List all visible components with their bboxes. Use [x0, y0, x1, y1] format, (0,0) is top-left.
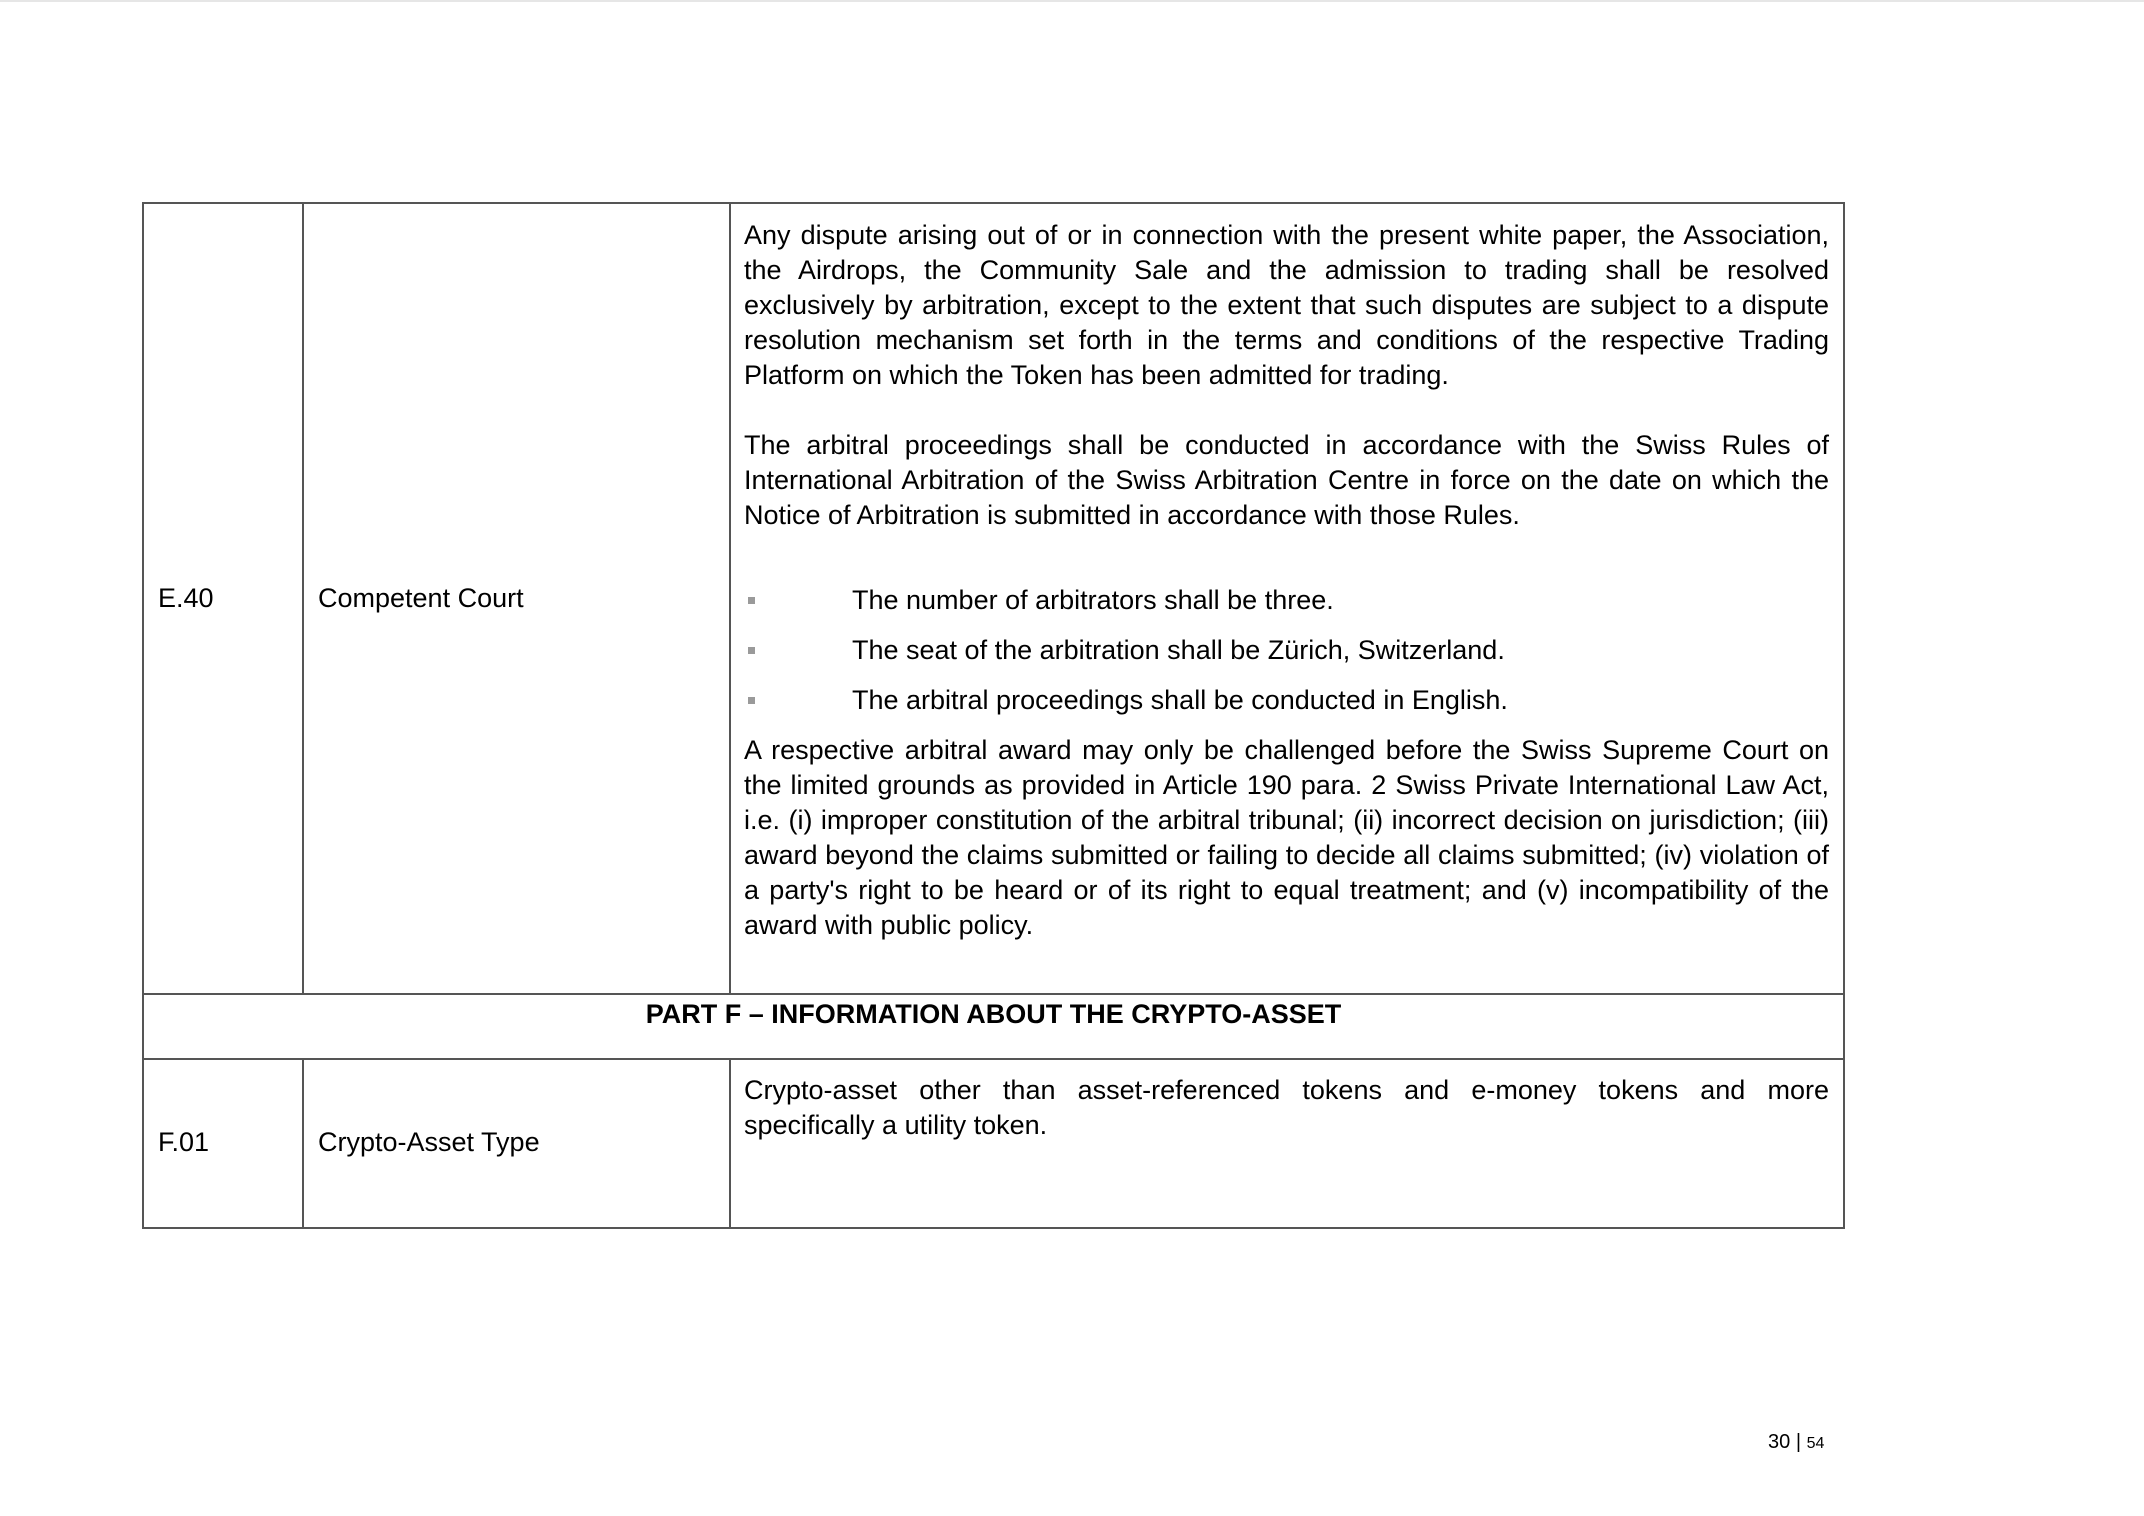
row-id-f01: F.01	[158, 1127, 210, 1157]
paragraph: The arbitral proceedings shall be conducted in accordance with the Swiss Rules of International Arbitration of the Swiss Arbitration Centre in force on the date on which the Notice of Arbitration is submitted in accordance with those Rules.	[744, 430, 1829, 530]
column-divider	[729, 204, 731, 993]
row-label-crypto-asset-type: Crypto-Asset Type	[318, 1127, 540, 1157]
page-top-edge	[0, 0, 2144, 2]
bullet-square-icon	[748, 597, 755, 604]
row-divider	[144, 1058, 1843, 1060]
row-divider	[144, 993, 1843, 995]
section-header-part-f: PART F – INFORMATION ABOUT THE CRYPTO-ASSET	[645, 999, 1342, 1029]
paragraph: Any dispute arising out of or in connection with the present white paper, the Association, the Airdrops, the Community Sale and the admission to trading shall be resolved exclusively by arbitration, except to the extent that such disputes are subject to a dispute resolution mechanism set forth in the terms and conditions of the respective Trading Platform on which the Token has been admitted for trading.	[744, 220, 1829, 390]
bullet-square-icon	[748, 697, 755, 704]
disclosure-table: E.40 Competent Court Any dispute arising out of or in connection with the present white paper, the Association, the Airdrops, the Community Sale and the admission to trading shall be resolved exclusively by arbitration, except to the extent that such disputes are subject to a dispute resolution mechanism set forth in the terms and conditions of the respective Trading Platform on which the Token has been admitted for trading. The arbitral proceedings shall be conducted in accordance with the Swiss Rules of International Arbitration of the Swiss Arbitration Centre in force on the date on which the Notice of Arbitration is submitted in accordance with those Rules. The number of arbitrators shall be three. The seat of the arbitration shall be Zürich, Switzerland. The arbitral proceedings shall be conducted in English. A respective arbitral award may only be challenged before the Swiss Supreme Court on the limited grounds as provided in Article 190 para. 2 Swiss Private International Law Act, i.e. (i) improper constitution of the arbitral tribunal; (ii) incorrect decision on jurisdiction; (iii) award beyond the claims submitted or failing to decide all claims submitted; (iv) violation of a party's right to be heard or of its right to equal treatment; and (v) incompatibility of the award with public policy. PART F – INFORMATION ABOUT THE CRYPTO-ASSET F.01 Crypto-Asset Type Crypto-asset other than asset-referenced tokens and e-money tokens and more specifically a utility token.	[142, 202, 1845, 1229]
paragraph: A respective arbitral award may only be challenged before the Swiss Supreme Court on the limited grounds as provided in Article 190 para. 2 Swiss Private International Law Act, i.e. (i) improper constitution of the arbitral tribunal; (ii) incorrect decision on jurisdiction; (iii) award beyond the claims submitted or failing to decide all claims submitted; (iv) violation of a party's right to be heard or of its right to equal treatment; and (v) incompatibility of the award with public policy.	[744, 735, 1829, 940]
column-divider	[302, 204, 304, 993]
paragraph: Crypto-asset other than asset-referenced tokens and e-money tokens and more specifically a utility token.	[744, 1075, 1829, 1140]
page-number: 30 | 54	[1768, 1431, 1825, 1453]
row-id-e40: E.40	[158, 583, 214, 613]
column-divider	[729, 1058, 731, 1229]
row-label-competent-court: Competent Court	[318, 583, 524, 613]
bullet-square-icon	[748, 647, 755, 654]
column-divider	[302, 1058, 304, 1229]
